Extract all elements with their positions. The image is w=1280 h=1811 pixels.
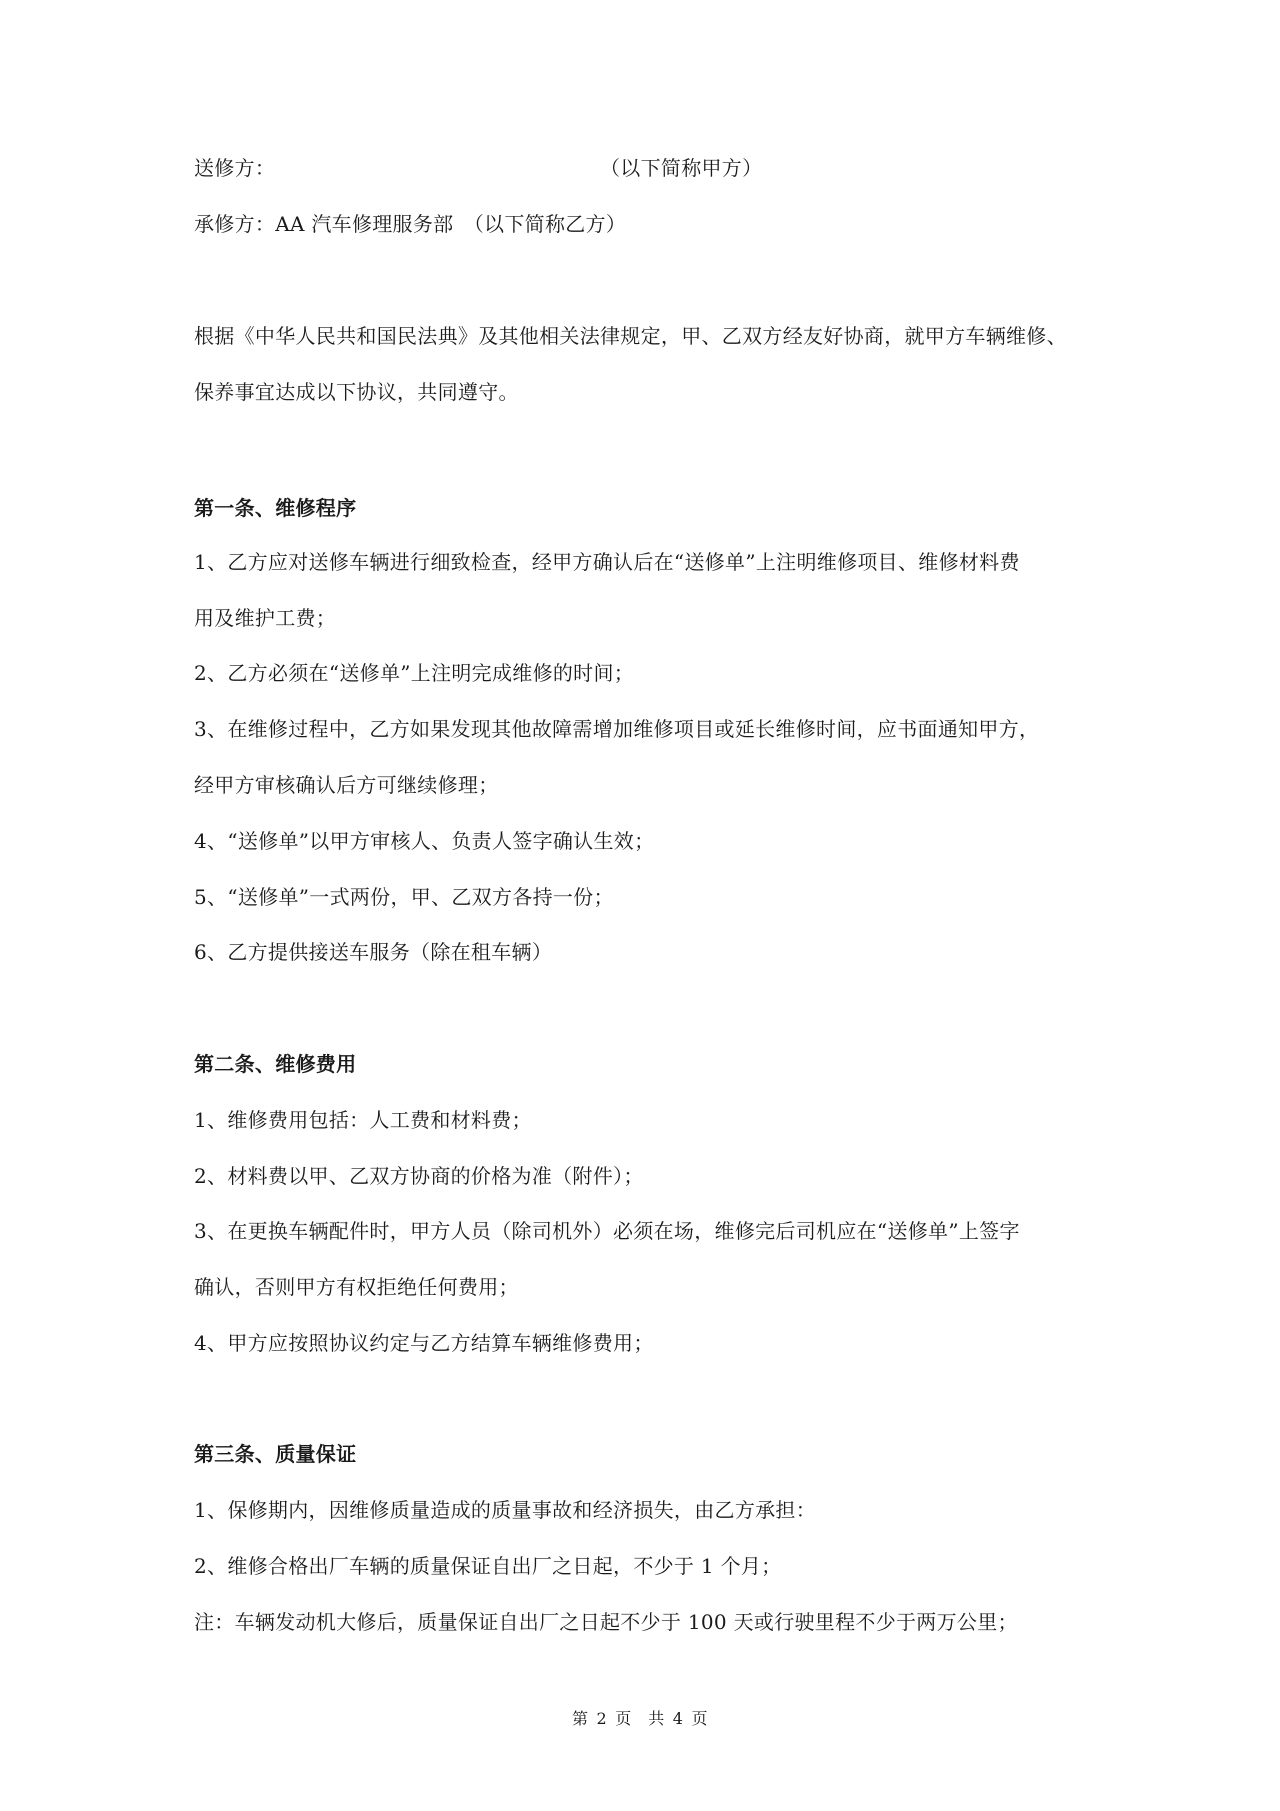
- clause-line: 用及维护工费；: [194, 606, 337, 630]
- clause-line: 1、维修费用包括：人工费和材料费；: [194, 1108, 532, 1132]
- note-line: 注：车辆发动机大修后，质量保证自出厂之日起不少于 100 天或行驶里程不少于两万公里；: [194, 1610, 1018, 1634]
- clause-line: 确认，否则甲方有权拒绝任何费用；: [194, 1275, 519, 1299]
- clause-line: 3、在维修过程中，乙方如果发现其他故障需增加维修项目或延长维修时间，应书面通知甲方，: [194, 717, 1040, 741]
- page-current: 2: [596, 1709, 608, 1728]
- page-prefix: 第: [572, 1709, 589, 1728]
- clause-line: 3、在更换车辆配件时，甲方人员（除司机外）必须在场，维修完后司机应在“送修单”上签字: [194, 1219, 1020, 1243]
- clause-line: 4、甲方应按照协议约定与乙方结算车辆维修费用；: [194, 1331, 654, 1355]
- clause-line: 5、“送修单”一式两份，甲、乙双方各持一份；: [194, 885, 614, 909]
- clause-line: 6、乙方提供接送车服务（除在租车辆）: [194, 940, 553, 964]
- clause-line: 经甲方审核确认后方可继续修理；: [194, 773, 499, 797]
- clause-line: 1、乙方应对送修车辆进行细致检查，经甲方确认后在“送修单”上注明维修项目、维修材料费: [194, 550, 1020, 574]
- intro-line: 保养事宜达成以下协议，共同遵守。: [194, 380, 519, 404]
- page-total: 4: [672, 1709, 684, 1728]
- page-footer: [0, 1708, 1280, 1730]
- clause-line: 2、材料费以甲、乙双方协商的价格为准（附件）；: [194, 1164, 644, 1188]
- page-middle: 页 共: [615, 1709, 665, 1728]
- page-suffix: 页: [691, 1709, 708, 1728]
- clause-line: 2、乙方必须在“送修单”上注明完成维修的时间；: [194, 661, 635, 685]
- section-heading: 第一条、维修程序: [194, 496, 357, 520]
- sender-label: 送修方：: [194, 156, 276, 180]
- repairer-line: 承修方：AA 汽车修理服务部 （以下简称乙方）: [194, 212, 627, 236]
- clause-line: 2、维修合格出厂车辆的质量保证自出厂之日起，不少于 1 个月；: [194, 1554, 782, 1578]
- clause-line: 4、“送修单”以甲方审核人、负责人签字确认生效；: [194, 829, 655, 853]
- sender-alias: （以下简称甲方）: [600, 156, 763, 180]
- intro-line: 根据《中华人民共和国民法典》及其他相关法律规定，甲、乙双方经友好协商，就甲方车辆维修、: [194, 324, 1067, 348]
- section-heading: 第三条、质量保证: [194, 1442, 357, 1466]
- clause-line: 1、保修期内，因维修质量造成的质量事故和经济损失，由乙方承担：: [194, 1498, 817, 1522]
- section-heading: 第二条、维修费用: [194, 1052, 357, 1076]
